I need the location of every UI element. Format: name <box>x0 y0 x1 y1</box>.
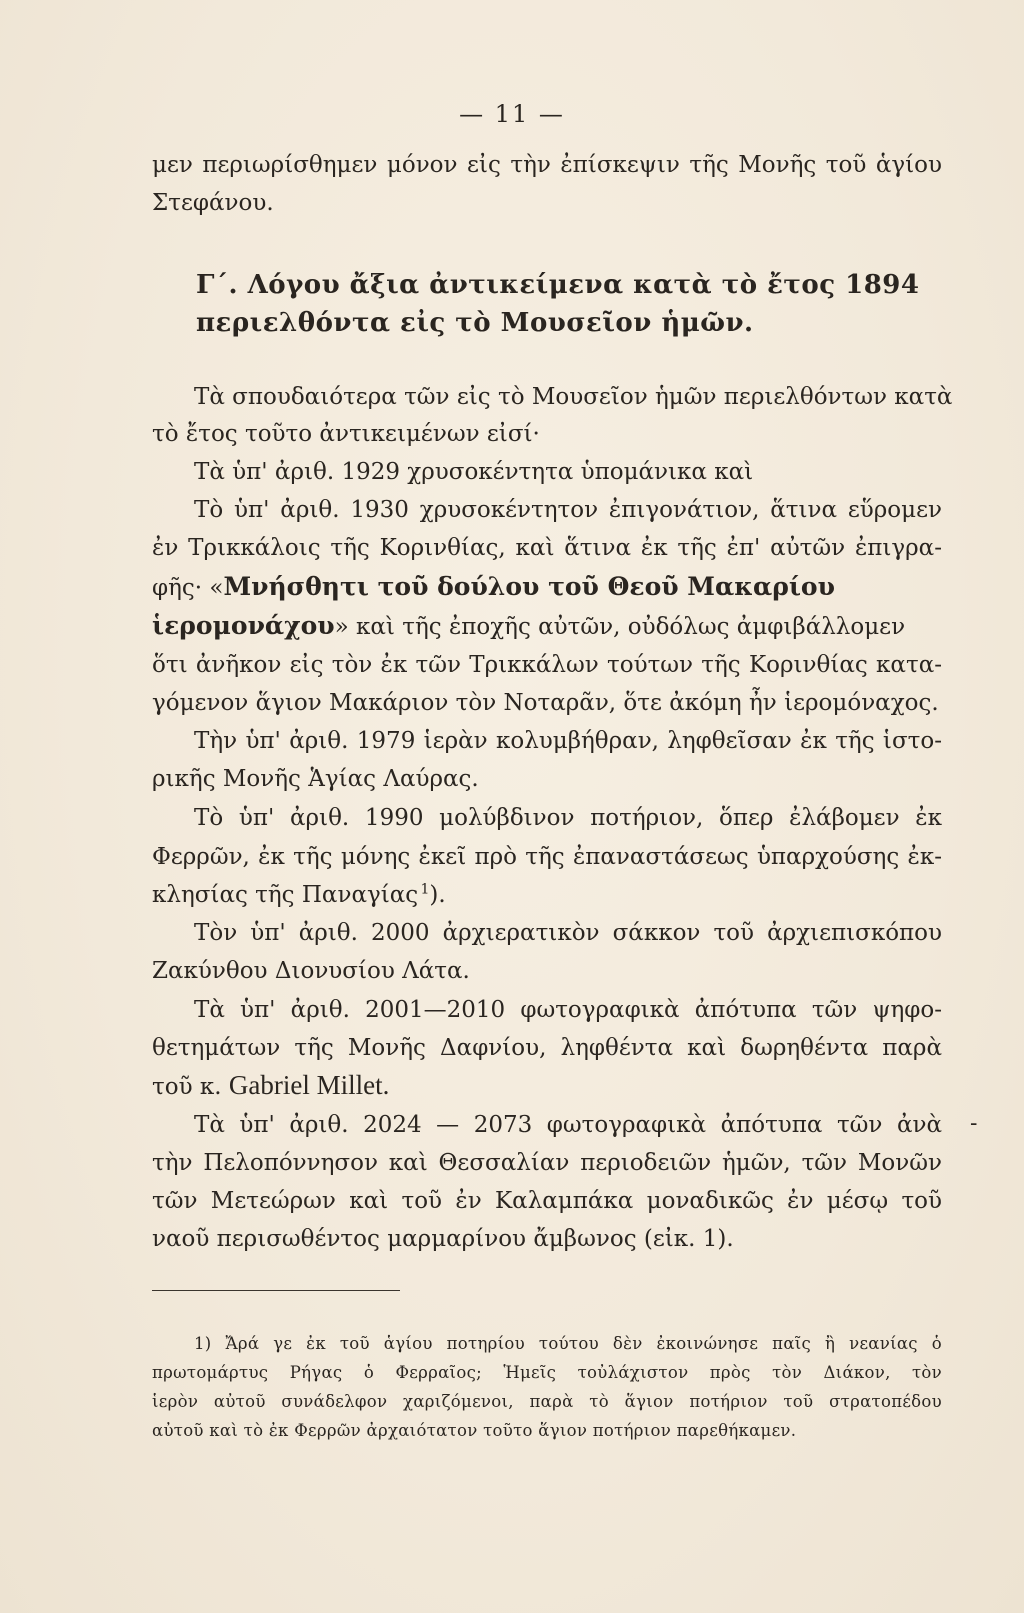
text-span: ). <box>429 882 446 908</box>
text-span: » καὶ τῆς ἐποχῆς αὐτῶν, οὐδόλως ἀμφιβάλλομεν <box>334 614 906 640</box>
text-line: τὸ ἔτος τοῦτο ἀντικειμένων εἰσί· <box>152 421 540 447</box>
text-line: Ζακύνθου Διονυσίου Λάτα. <box>152 958 470 984</box>
text-line: τῶν Μετεώρων καὶ τοῦ ἐν Καλαμπάκα μοναδικῶς ἐν μέσῳ τοῦ <box>152 1188 942 1214</box>
text-line: Τὸ ὑπ' ἀριθ. 1930 χρυσοκέντητον ἐπιγονάτιον, ἅτινα εὕρομεν <box>194 497 942 523</box>
inscription-text: ἱερομονάχου <box>152 611 335 640</box>
section-heading: Γ΄. Λόγου ἄξια ἀντικείμενα κατὰ τὸ ἔτος 1894 <box>196 270 920 300</box>
footnote-line: αὐτοῦ καὶ τὸ ἐκ Φερρῶν ἀρχαιότατον τοῦτο ἅγιον ποτήριον παρεθήκαμεν. <box>152 1421 797 1440</box>
text-line: ἐν Τρικκάλοις τῆς Κορινθίας, καὶ ἅτινα ἐκ τῆς ἐπ' αὐτῶν ἐπιγρα- <box>152 535 942 561</box>
text-line: Τὰ ὑπ' ἀριθ. 1929 χρυσοκέντητα ὑπομάνικα καὶ <box>194 459 754 485</box>
text-line: Τὰ ὑπ' ἀριθ. 2001—2010 φωτογραφικὰ ἀπότυπα τῶν ψηφο- <box>194 997 942 1023</box>
text-line: ναοῦ περισωθέντος μαρμαρίνου ἄμβωνος (εἰκ. 1). <box>152 1226 734 1252</box>
footnote-line: πρωτομάρτυς Ρήγας ὁ Φερραῖος; Ἡμεῖς τοὐλάχιστον πρὸς τὸν Διάκον, τὸν <box>152 1363 942 1382</box>
text-line: θετημάτων τῆς Μονῆς Δαφνίου, ληφθέντα καὶ δωρηθέντα παρὰ <box>152 1035 942 1061</box>
text-line: Τὰ σπουδαιότερα τῶν εἰς τὸ Μουσεῖον ἡμῶν περιελθόντων κατὰ <box>194 384 953 410</box>
margin-mark: - <box>970 1111 978 1136</box>
text-line: Φερρῶν, ἐκ τῆς μόνης ἐκεῖ πρὸ τῆς ἐπαναστάσεως ὑπαρχούσης ἐκ- <box>152 844 942 870</box>
text-line: γόμενον ἅγιον Μακάριον τὸν Νοταρᾶν, ὅτε ἀκόμη ἦν ἱερομόναχος. <box>152 690 939 716</box>
text-span: φῆς· « <box>152 575 224 601</box>
text-line: Τὰ ὑπ' ἀριθ. 2024 — 2073 φωτογραφικὰ ἀπότυπα τῶν ἀνὰ <box>194 1112 942 1138</box>
text-line: μεν περιωρίσθημεν μόνον εἰς τὴν ἐπίσκεψιν τῆς Μονῆς τοῦ ἁγίου <box>152 152 942 178</box>
text-span: κλησίας τῆς Παναγίας <box>152 882 419 908</box>
text-line <box>152 572 942 603</box>
name-text: Gabriel Millet. <box>228 1070 390 1100</box>
text-line <box>152 611 942 642</box>
page-number: — 11 — <box>459 100 565 128</box>
text-line: Τὸν ὑπ' ἀριθ. 2000 ἀρχιερατικὸν σάκκον τοῦ ἀρχιεπισκόπου <box>194 920 942 946</box>
text-line: Στεφάνου. <box>152 190 274 216</box>
text-line: ρικῆς Μονῆς Ἁγίας Λαύρας. <box>152 766 479 792</box>
footnote-line: 1) Ἄρά γε ἐκ τοῦ ἁγίου ποτηρίου τούτου δὲν ἐκοινώνησε παῖς ἢ νεανίας ὁ <box>194 1334 942 1353</box>
text-line <box>152 880 942 910</box>
text-line: τὴν Πελοπόννησον καὶ Θεσσαλίαν περιοδειῶν ἡμῶν, τῶν Μονῶν <box>152 1150 942 1176</box>
text-span: τοῦ κ. <box>152 1074 229 1100</box>
inscription-text: Μνήσθητι τοῦ δούλου τοῦ Θεοῦ Μακαρίου <box>223 572 835 601</box>
text-line: Τὸ ὑπ' ἀριθ. 1990 μολύβδινον ποτήριον, ὅπερ ἐλάβομεν ἐκ <box>194 805 942 831</box>
footnote-rule <box>152 1290 400 1291</box>
footnote-line: ἱερὸν αὐτοῦ συνάδελφον χαριζόμενοι, παρὰ τὸ ἅγιον ποτήριον τοῦ στρατοπέδου <box>152 1392 942 1411</box>
text-line <box>152 1070 942 1102</box>
section-heading: περιελθόντα εἰς τὸ Μουσεῖον ἡμῶν. <box>196 308 754 338</box>
text-line: Τὴν ὑπ' ἀριθ. 1979 ἱερὰν κολυμβήθραν, ληφθεῖσαν ἐκ τῆς ἱστο- <box>194 728 942 754</box>
footnote-reference: 1 <box>420 881 430 898</box>
text-line: ὅτι ἀνῆκον εἰς τὸν ἐκ τῶν Τρικκάλων τούτων τῆς Κορινθίας κατα- <box>152 652 942 678</box>
